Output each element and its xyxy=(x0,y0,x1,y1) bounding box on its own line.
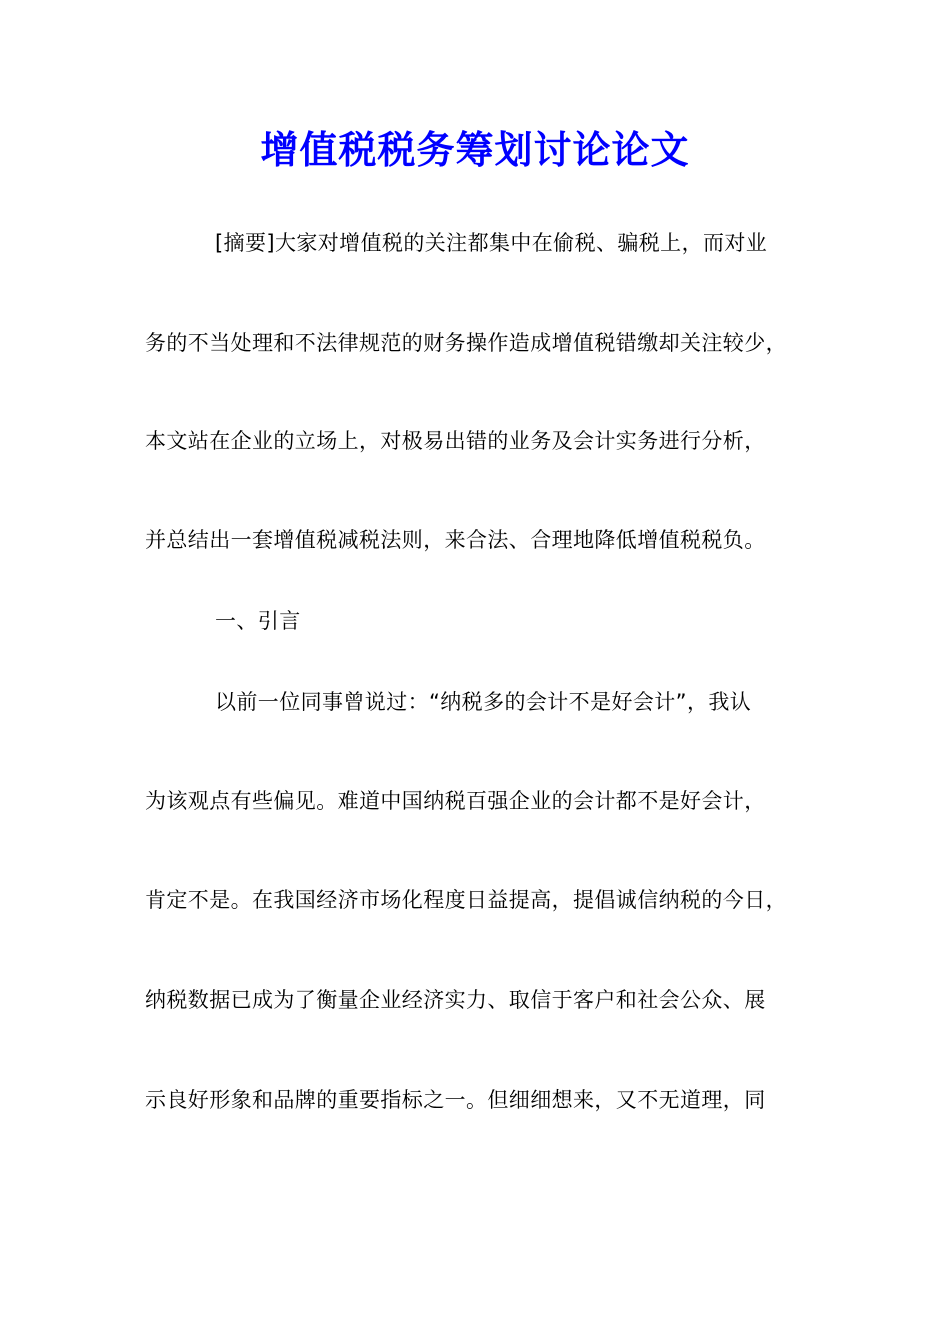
body-line-2: 为该观点有些偏见。难道中国纳税百强企业的会计都不是好会计， xyxy=(145,789,766,813)
abstract-line-4: 并总结出一套增值税减税法则，来合法、合理地降低增值税税负。 xyxy=(145,528,766,552)
body-line-3: 肯定不是。在我国经济市场化程度日益提高，提倡诚信纳税的今日， xyxy=(145,888,787,912)
body-line-5: 示良好形象和品牌的重要指标之一。但细细想来，又不无道理，同 xyxy=(145,1088,766,1112)
abstract-line-3: 本文站在企业的立场上，对极易出错的业务及会计实务进行分析， xyxy=(145,429,766,453)
abstract-line-1: [摘要]大家对增值税的关注都集中在偷税、骗税上，而对业 xyxy=(215,231,768,255)
document-title: 增值税税务筹划讨论论文 xyxy=(260,127,690,172)
body-line-1: 以前一位同事曾说过：“纳税多的会计不是好会计”，我认 xyxy=(215,690,752,714)
abstract-line-2: 务的不当处理和不法律规范的财务操作造成增值税错缴却关注较少， xyxy=(145,331,787,355)
body-line-4: 纳税数据已成为了衡量企业经济实力、取信于客户和社会公众、展 xyxy=(145,988,766,1012)
section-heading-introduction: 一、引言 xyxy=(215,609,301,633)
